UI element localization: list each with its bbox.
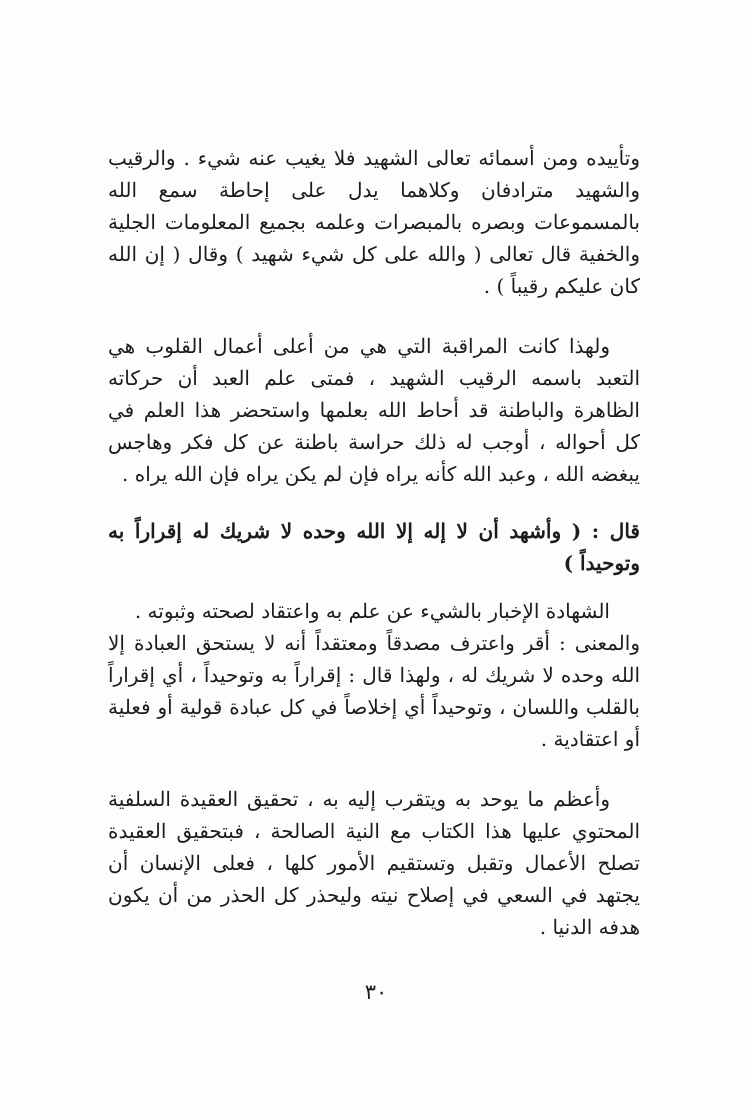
paragraph-last: وأعظم ما يوحد به ويتقرب إليه به ، تحقيق العقيدة السلفية المحتوي عليها هذا الكتاب مع النية الصالحة ، فبتحقيق العقيدة تصلح الأعمال وتقبل وتستقيم الأمور كلها ، فعلى الإنسان أن يجتهد في السعي في إصلاح نيته وليحذر كل الحذر من أن يكون هدفه الدنيا . [108,787,640,939]
paragraph-1: وتأييده ومن أسمائه تعالى الشهيد فلا يغيب عنه شيء . والرقيب والشهيد مترادفان وكلاهما يدل على إحاطة سمع الله بالمسموعات وبصره بالمبصرات وعلمه بجميع المعلومات الجلية والخفية قال تعالى ( والله على كل شيء شهيد ) وقال ( إن الله كان عليكم رقيباً ) . [108,146,640,298]
paragraph-block-4 [108,783,640,943]
quoted-text-heading: قال : ( وأشهد أن لا إله إلا الله وحده لا شريك له إقراراً به وتوحيداً ) [108,519,640,575]
paragraph-meaning: والمعنى : أقر واعترف مصدقاً ومعتقداً أنه لا يستحق العبادة إلا الله وحده لا شريك له ، ولهذا قال : إقراراً به وتوحيداً ، أي إقراراً بالقلب واللسان ، وتوحيداً أي إخلاصاً في كل عبادة قولية أو فعلية أو اعتقادية . [108,631,640,751]
paragraph-block-3 [108,595,640,755]
heading-block [108,515,640,579]
paragraph-2: ولهذا كانت المراقبة التي هي من أعلى أعمال القلوب هي التعبد باسمه الرقيب الشهيد ، فمتى علم العبد أن حركاته الظاهرة والباطنة قد أحاط الله بعلمها واستحضر هذا العلم في كل أحواله ، أوجب له ذلك حراسة باطنة عن كل فكر وهاجس يبغضه الله ، وعبد الله كأنه يراه فإن لم يكن يراه فإن الله يراه . [108,334,640,486]
paragraph-block-1 [108,142,640,302]
paragraph-definition: الشهادة الإخبار بالشيء عن علم به واعتقاد لصحته وثبوته . [134,599,610,623]
paragraph-block-2 [108,330,640,490]
page-number: ٣٠ [364,980,388,1004]
